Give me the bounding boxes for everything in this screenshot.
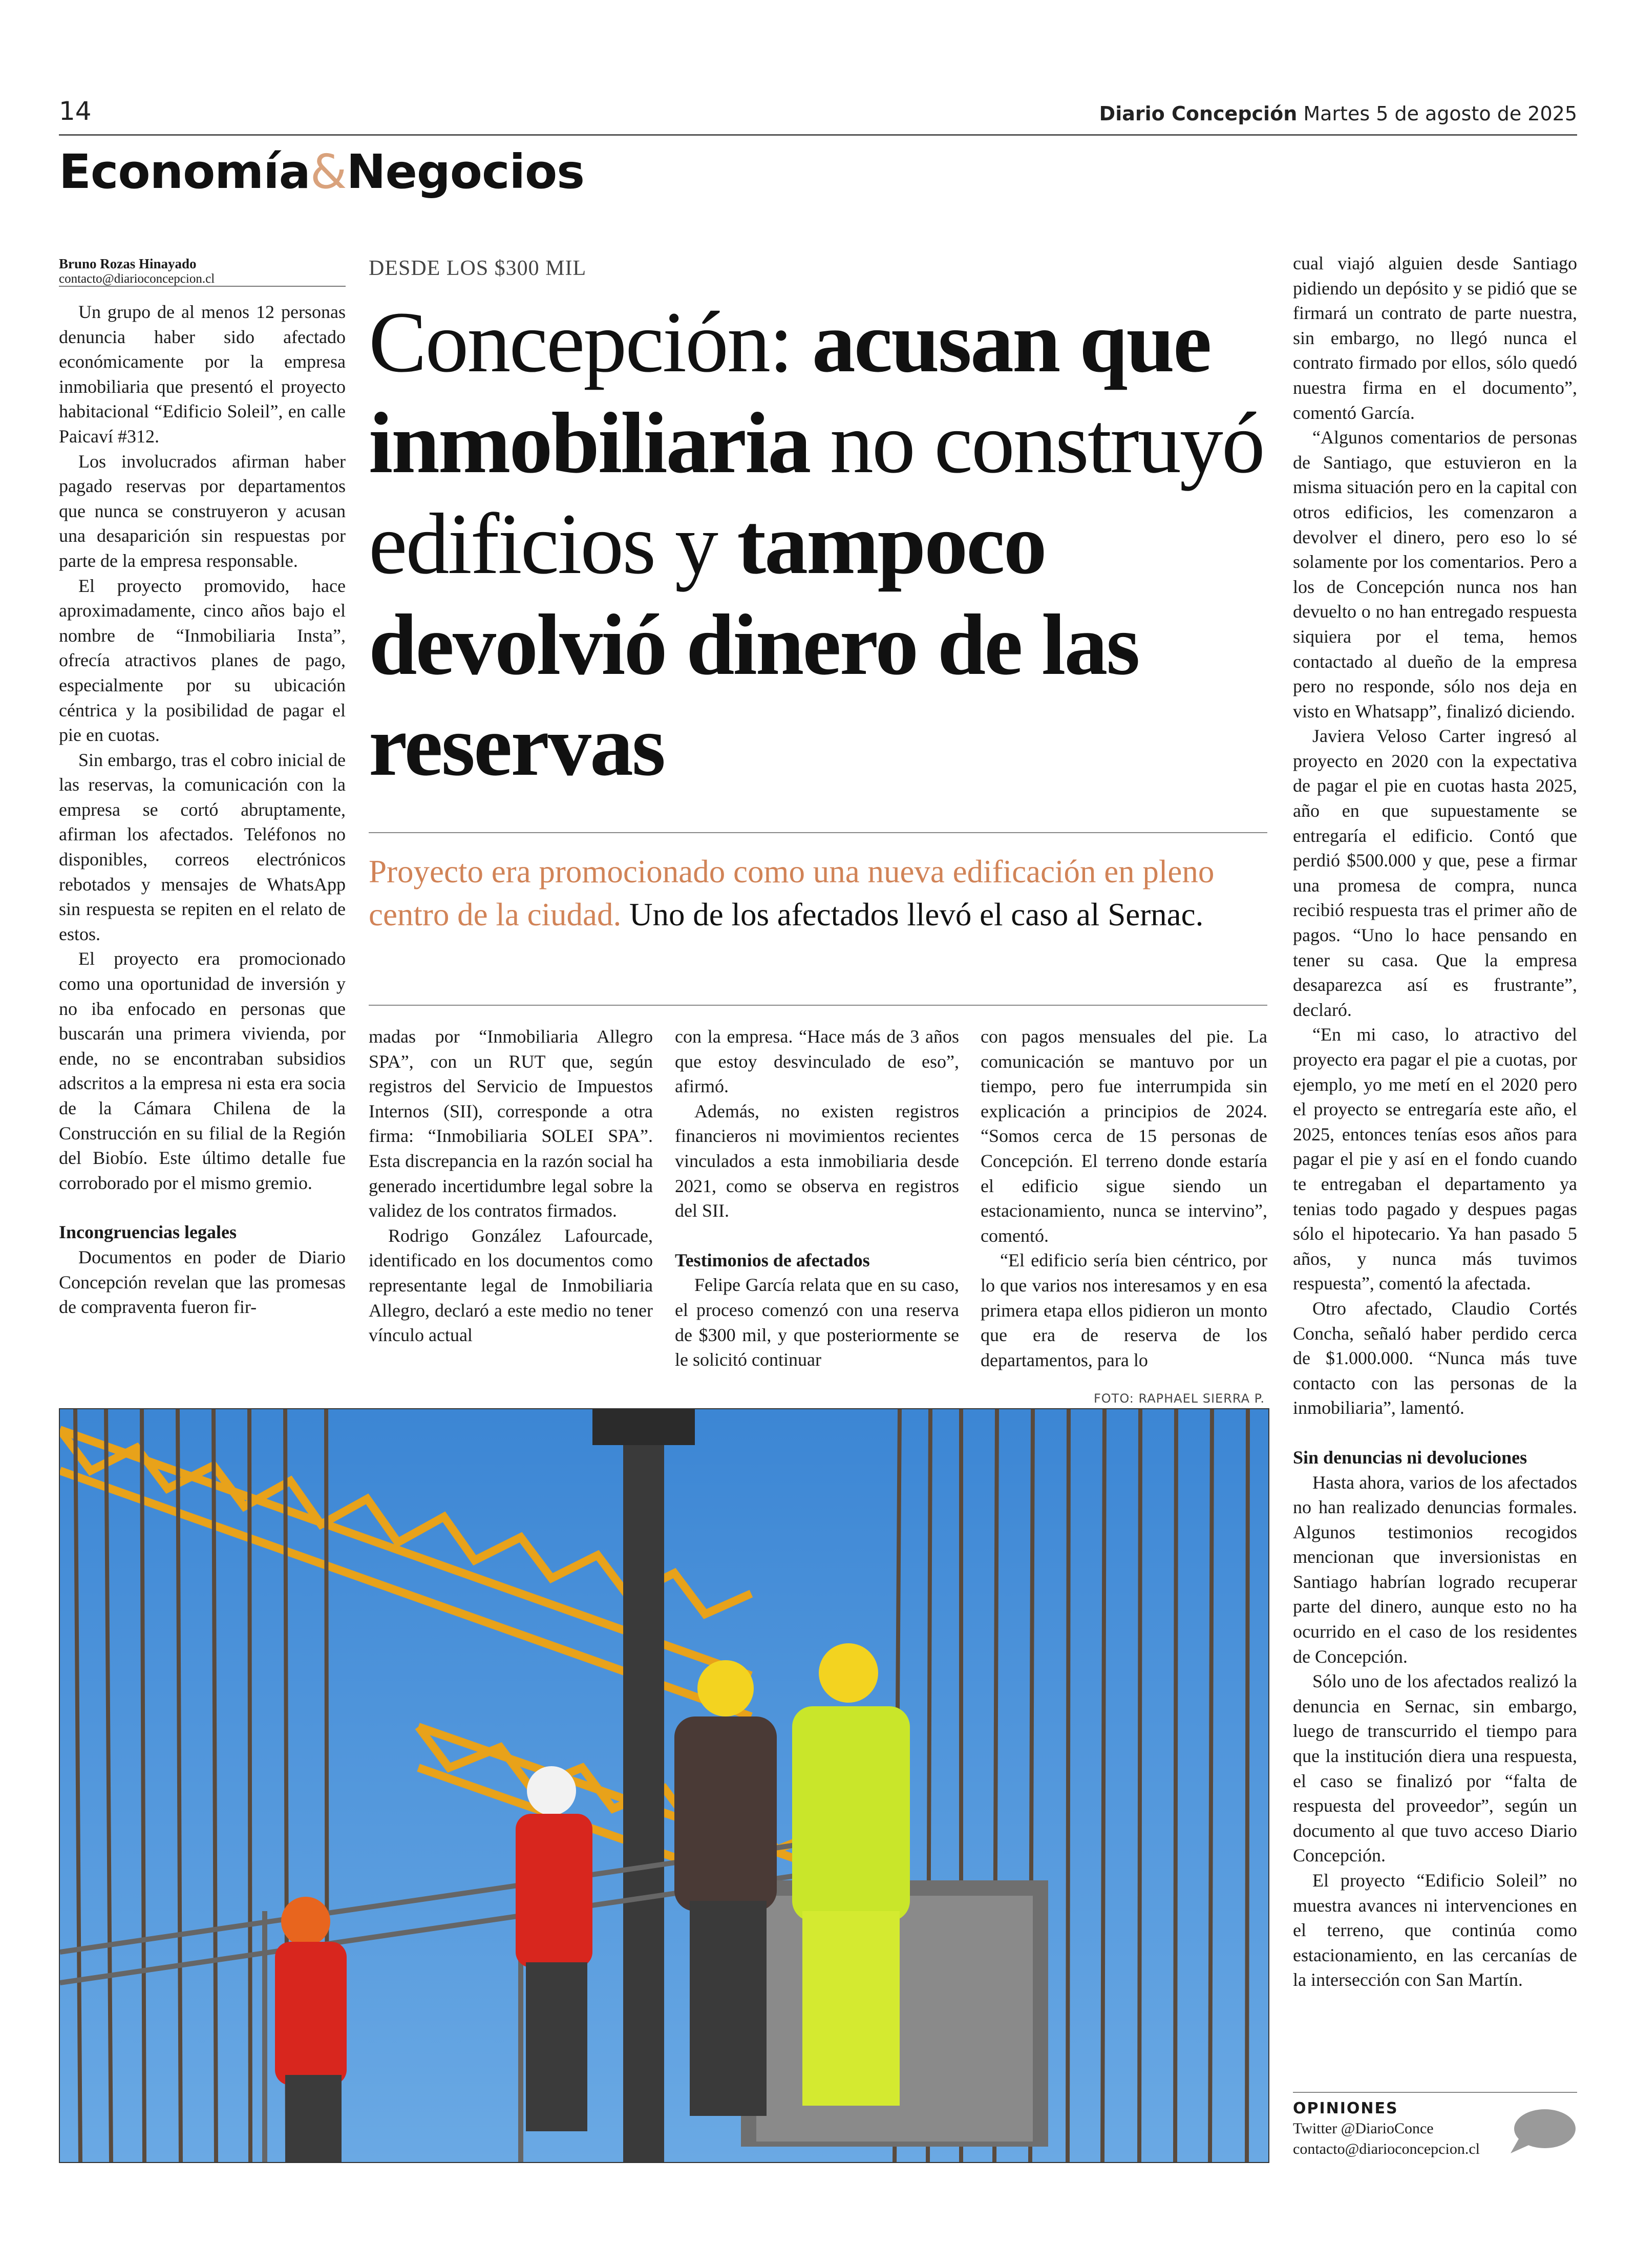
publication-line xyxy=(1099,102,1577,125)
headline-rule xyxy=(369,832,1267,833)
paragraph: Rodrigo González Lafourcade, identificado en los documentos como representante legal de Inmobiliaria Allegro, declaró a este medio no tener vínculo actual xyxy=(369,1225,653,1346)
paragraph: El proyecto “Edificio Soleil” no muestra avances ni intervenciones en el terreno, que continúa como estacionamiento, en las cercanías de la intersección con San Martín. xyxy=(1293,1870,1577,1990)
photo-credit: FOTO: RAPHAEL SIERRA P. xyxy=(1093,1391,1265,1406)
paragraph: Documentos en poder de Diario Concepción revelan que las promesas de compraventa fueron fir- xyxy=(59,1246,346,1318)
paragraph: Javiera Veloso Carter ingresó al proyecto en 2020 con la expectativa de pagar el pie en cuotas hasta 2025, año en que supuestamente se entregaría el edificio. Contó que perdió $500.000 y que, pese a firmar una promesa de compra, nunca recibió respuesta tras el primer año de pagos. “Uno lo hace pensando en tener su casa. Que la empresa desaparezca así es frustrante”, declaró. xyxy=(1293,726,1577,1020)
construction-photo xyxy=(59,1408,1269,2163)
opinions-email[interactable]: contacto@diarioconcepcion.cl xyxy=(1293,2140,1480,2157)
paragraph: “En mi caso, lo atractivo del proyecto era pagar el pie a cuotas, por ejemplo, yo me metí en el 2020 pero el proyecto se entregaría este año, el 2025, entonces tenías esos años para pagar el pie y así en el fondo cuando te entregaban el departamento ya tenias todo pagado y despues pagas sólo el hipotecario. Ya han pasado 5 años, y nunca más tuvimos respuesta”, comentó la afectada. xyxy=(1293,1024,1577,1294)
publication-name: Diario Concepción xyxy=(1099,102,1298,125)
paragraph: cual viajó alguien desde Santiago pidiendo un depósito y se pidió que se firmará un contrato de parte nuestra, sin embargo, no llegó nunca el contrato firmado por ellos, sólo quedó nuestra firma en el documento”, comentó García. xyxy=(1293,253,1577,423)
subhead-incongruencias: Incongruencias legales xyxy=(59,1222,237,1243)
header-rule xyxy=(59,134,1577,136)
headline-bold-part: acusan que inmobiliaria xyxy=(369,294,1210,491)
paragraph: Otro afectado, Claudio Cortés Concha, señaló haber perdido cerca de $1.000.000. “Nunca más tuve contacto con las personas de la inmobiliaria”, lamentó. xyxy=(1293,1298,1577,1418)
section-title xyxy=(59,144,584,199)
deck-accent: Proyecto era promocionado como una nueva edificación en pleno centro de la ciudad. xyxy=(369,854,1215,932)
author-name: Bruno Rozas Hinayado xyxy=(59,256,197,271)
subhead-testimonios: Testimonios de afectados xyxy=(675,1249,870,1270)
headline-part: no construyó edificios y xyxy=(369,395,1264,592)
paragraph: El proyecto promovido, hace aproximadamente, cinco años bajo el nombre de “Inmobiliaria Insta”, ofrecía atractivos planes de pago, especialmente por su ubicación céntrica y la posibilidad de pagar el pie en cuotas. xyxy=(59,575,346,746)
paragraph: “Algunos comentarios de personas de Santiago, que estuvieron en la misma situación pero en la capital con otros edificios, les comenzaron a devolver el dinero, pero eso lo sé solamente por los comentarios. Pero a los de Concepción nunca nos han devuelto o no han entregado respuesta siquiera por el tema, hemos contactado al dueño de la empresa pero no responde, sólo nos deja en visto en Whatsapp”, finalizó diciendo. xyxy=(1293,427,1577,722)
speech-bubble-icon xyxy=(1508,2107,1577,2156)
article-column-4 xyxy=(981,1024,1267,1372)
byline-rule xyxy=(59,286,346,287)
deck-text: Uno de los afectados llevó el caso al Sernac. xyxy=(621,897,1204,932)
byline xyxy=(59,256,346,286)
paragraph: con pagos mensuales del pie. La comunicación se mantuvo por un tiempo, pero fue interrumpida sin explicación a principios de 2024. “Somos cerca de 15 personas de Concepción. El terreno donde estaría el edificio sigue siendo un estacionamiento, nunca se intervino”, comentó. xyxy=(981,1026,1267,1246)
paragraph: Sólo uno de los afectados realizó la denuncia en Sernac, sin embargo, luego de transcurrido el tiempo para que la institución diera una respuesta, el caso se finalizó por “falta de respuesta del proveedor”, según un documento al que tuvo acceso Diario Concepción. xyxy=(1293,1671,1577,1866)
article-headline xyxy=(369,292,1270,796)
paragraph: Felipe García relata que en su caso, el proceso comenzó con una reserva de $300 mil, y que posteriormente se le solicitó continuar xyxy=(675,1275,959,1370)
article-column-3 xyxy=(675,1024,959,1372)
paragraph: Hasta ahora, varios de los afectados no han realizado denuncias formales. Algunos testimonios recogidos mencionan que inversionistas en Santiago habrían logrado recuperar parte del dinero, aunque esto no ha ocurrido en el caso de los residentes de Concepción. xyxy=(1293,1472,1577,1667)
paragraph: “El edificio sería bien céntrico, por lo que varios nos interesamos y en esa primera etapa ellos pidieron un monto que era de reserva de los departamentos, para lo xyxy=(981,1250,1267,1370)
opinions-rule xyxy=(1293,2092,1577,2093)
article-column-5 xyxy=(1293,251,1577,1993)
headline-part: Concepción: xyxy=(369,294,812,390)
author-email: contacto@diarioconcepcion.cl xyxy=(59,272,215,286)
headline-bold-part: tampoco devolvió dinero de las reservas xyxy=(369,496,1139,794)
paragraph: madas por “Inmobiliaria Allegro SPA”, con un RUT que, según registros del Servicio de Impuestos Internos (SII), corresponde a otra firma: “Inmobiliaria SOLEI SPA”. Esta discrepancia en la razón social ha generado incertidumbre legal sobre la validez de los contratos firmados. xyxy=(369,1026,653,1221)
page-number: 14 xyxy=(59,96,92,126)
paragraph: Además, no existen registros financieros ni movimientos recientes vinculados a esta inmobiliaria desde 2021, como se observa en registros del SII. xyxy=(675,1100,959,1221)
article-column-2 xyxy=(369,1024,653,1348)
paragraph: El proyecto era promocionado como una oportunidad de inversión y no iba enfocado en personas que buscarán una primera vivienda, por ende, no se encontraban subsidios adscritos a la empresa ni esta era socia de la Cámara Chilena de la Construcción en su filial de la Región del Biobío. Este último detalle fue corroborado por el mismo gremio. xyxy=(59,948,346,1193)
publication-date: Martes 5 de agosto de 2025 xyxy=(1303,102,1577,125)
paragraph: Los involucrados afirman haber pagado reservas por departamentos que nunca se construyeron y acusan una desaparición sin respuestas por parte de la empresa responsable. xyxy=(59,451,346,571)
article-deck xyxy=(369,850,1270,936)
section-title-part2: Negocios xyxy=(346,144,585,199)
subhead-sin-denuncias: Sin denuncias ni devoluciones xyxy=(1293,1447,1527,1468)
section-ampersand: & xyxy=(310,144,347,199)
deck-rule xyxy=(369,1005,1267,1006)
paragraph: Sin embargo, tras el cobro inicial de las reservas, la comunicación con la empresa se cortó abruptamente, afirman los afectados. Teléfonos no disponibles, correos electrónicos rebotados y mensajes de WhatsApp sin respuesta se repiten en el relato de estos. xyxy=(59,749,346,944)
section-title-part1: Economía xyxy=(59,144,310,199)
paragraph: con la empresa. “Hace más de 3 años que estoy desvinculado de eso”, afirmó. xyxy=(675,1026,959,1097)
article-column-1 xyxy=(59,300,346,1320)
article-kicker: DESDE LOS $300 MIL xyxy=(369,257,587,280)
opinions-twitter[interactable]: Twitter @DiarioConce xyxy=(1293,2120,1434,2137)
paragraph: Un grupo de al menos 12 personas denuncia haber sido afectado económicamente por la empresa inmobiliaria que presentó el proyecto habitacional “Edificio Soleil”, en calle Paicaví #312. xyxy=(59,302,346,447)
opinions-title: OPINIONES xyxy=(1293,2100,1398,2117)
